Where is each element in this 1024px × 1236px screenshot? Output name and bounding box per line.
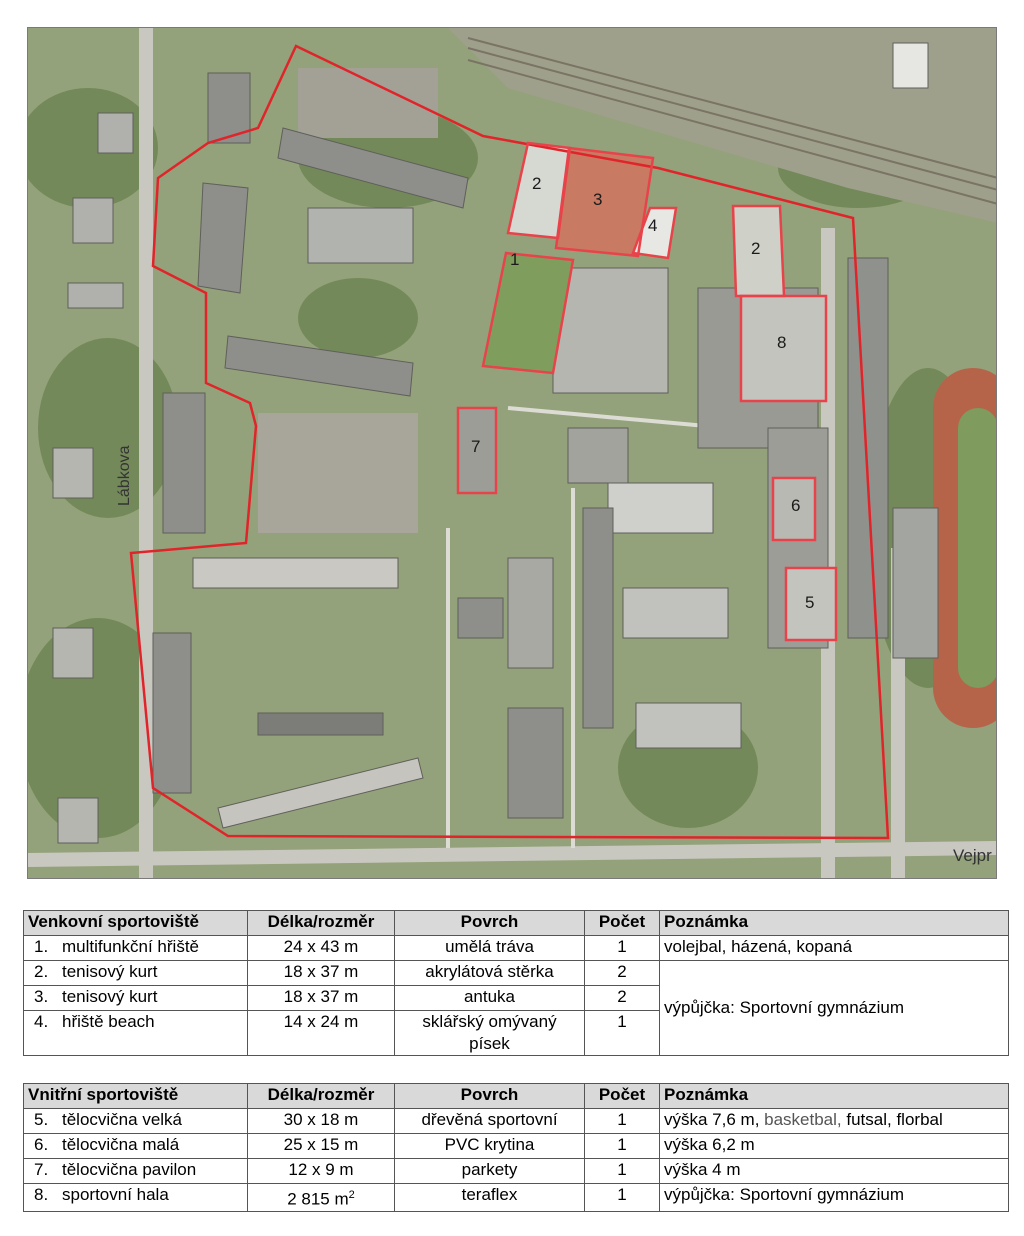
table-row <box>24 1184 1009 1212</box>
map-label-7: 7 <box>471 437 481 456</box>
surface-cell: dřevěná sportovní <box>395 1109 585 1134</box>
note-part: basketbal, <box>764 1110 847 1129</box>
surface-cell: teraflex <box>395 1184 585 1212</box>
count-cell: 2 <box>585 986 660 1011</box>
count-cell: 1 <box>585 1011 660 1056</box>
size-value: 2 815 m <box>287 1189 349 1209</box>
size-cell: 30 x 18 m <box>248 1109 395 1134</box>
note-cell: výška 4 m <box>660 1159 1009 1184</box>
size-cell <box>248 1184 395 1212</box>
header-count: Počet <box>585 1084 660 1109</box>
map-label-2a: 2 <box>532 174 542 193</box>
facility-cell <box>24 1134 248 1159</box>
map-label-8: 8 <box>777 333 787 352</box>
facility-cell <box>24 961 248 986</box>
count-cell: 2 <box>585 961 660 986</box>
surface-cell: umělá tráva <box>395 936 585 961</box>
header-size: Délka/rozměr <box>248 911 395 936</box>
facility-name: tenisový kurt <box>62 987 158 1006</box>
surface-cell: akrylátová stěrka <box>395 961 585 986</box>
surface-line-1: sklářský omývaný <box>422 1012 557 1031</box>
facility-cell <box>24 1109 248 1134</box>
header-surface: Povrch <box>395 1084 585 1109</box>
surface-line-2: písek <box>469 1034 510 1053</box>
facility-name: sportovní hala <box>62 1185 169 1204</box>
table-row <box>24 961 1009 986</box>
street-label-labkova: Lábkova <box>116 445 133 506</box>
table-row <box>24 1134 1009 1159</box>
row-number: 4. <box>34 1012 49 1031</box>
map-label-3: 3 <box>593 190 603 209</box>
map-label-2b: 2 <box>751 239 761 258</box>
header-note: Poznámka <box>660 911 1009 936</box>
map-label-1: 1 <box>510 250 520 269</box>
table-header-row <box>24 911 1009 936</box>
count-cell: 1 <box>585 1159 660 1184</box>
note-part: výška 7,6 m, <box>664 1110 765 1129</box>
note-part: futsal, florbal <box>846 1110 943 1129</box>
header-facility: Venkovní sportoviště <box>24 911 248 936</box>
count-cell: 1 <box>585 1109 660 1134</box>
map-canvas <box>28 28 997 879</box>
size-cell: 12 x 9 m <box>248 1159 395 1184</box>
surface-cell: antuka <box>395 986 585 1011</box>
size-superscript: 2 <box>348 1189 355 1201</box>
size-cell: 18 x 37 m <box>248 961 395 986</box>
map-label-4: 4 <box>648 216 658 235</box>
row-number: 8. <box>34 1185 49 1204</box>
table-row <box>24 1159 1009 1184</box>
facility-cell <box>24 1159 248 1184</box>
header-surface: Povrch <box>395 911 585 936</box>
facility-cell <box>24 936 248 961</box>
table-header-row <box>24 1084 1009 1109</box>
header-count: Počet <box>585 911 660 936</box>
row-number: 5. <box>34 1110 49 1129</box>
row-number: 7. <box>34 1160 49 1179</box>
count-cell: 1 <box>585 1134 660 1159</box>
size-cell: 25 x 15 m <box>248 1134 395 1159</box>
note-cell: výpůjčka: Sportovní gymnázium <box>660 1184 1009 1212</box>
facility-name: tělocvična pavilon <box>62 1160 197 1179</box>
facility-name: tenisový kurt <box>62 962 158 981</box>
surface-cell: parkety <box>395 1159 585 1184</box>
header-note: Poznámka <box>660 1084 1009 1109</box>
count-cell: 1 <box>585 936 660 961</box>
row-number: 3. <box>34 987 49 1006</box>
facility-cell <box>24 1011 248 1056</box>
facility-name: multifunkční hřiště <box>62 937 199 956</box>
aerial-map[interactable] <box>27 27 997 879</box>
parking-lot <box>258 413 418 533</box>
count-cell: 1 <box>585 1184 660 1212</box>
outdoor-facilities-table <box>23 910 1009 1056</box>
note-cell: výška 6,2 m <box>660 1134 1009 1159</box>
facility-name: tělocvična velká <box>62 1110 183 1129</box>
note-cell-merged: výpůjčka: Sportovní gymnázium <box>660 961 1009 1056</box>
stadium-field <box>958 408 997 688</box>
header-size: Délka/rozměr <box>248 1084 395 1109</box>
table-row <box>24 936 1009 961</box>
size-cell: 24 x 43 m <box>248 936 395 961</box>
table-row <box>24 1109 1009 1134</box>
map-label-5: 5 <box>805 593 815 612</box>
facility-name: hřiště beach <box>62 1012 155 1031</box>
facility-name: tělocvična malá <box>62 1135 180 1154</box>
row-number: 6. <box>34 1135 49 1154</box>
map-label-6: 6 <box>791 496 801 515</box>
surface-cell: PVC krytina <box>395 1134 585 1159</box>
size-cell: 14 x 24 m <box>248 1011 395 1056</box>
row-number: 1. <box>34 937 49 956</box>
facility-cell <box>24 986 248 1011</box>
header-facility: Vnitřní sportoviště <box>24 1084 248 1109</box>
size-cell: 18 x 37 m <box>248 986 395 1011</box>
indoor-facilities-table <box>23 1083 1009 1212</box>
row-number: 2. <box>34 962 49 981</box>
facility-cell <box>24 1184 248 1212</box>
note-cell <box>660 1109 1009 1134</box>
note-cell: volejbal, házená, kopaná <box>660 936 1009 961</box>
street-label-vejpr: Vejpr <box>953 846 992 865</box>
surface-cell <box>395 1011 585 1056</box>
